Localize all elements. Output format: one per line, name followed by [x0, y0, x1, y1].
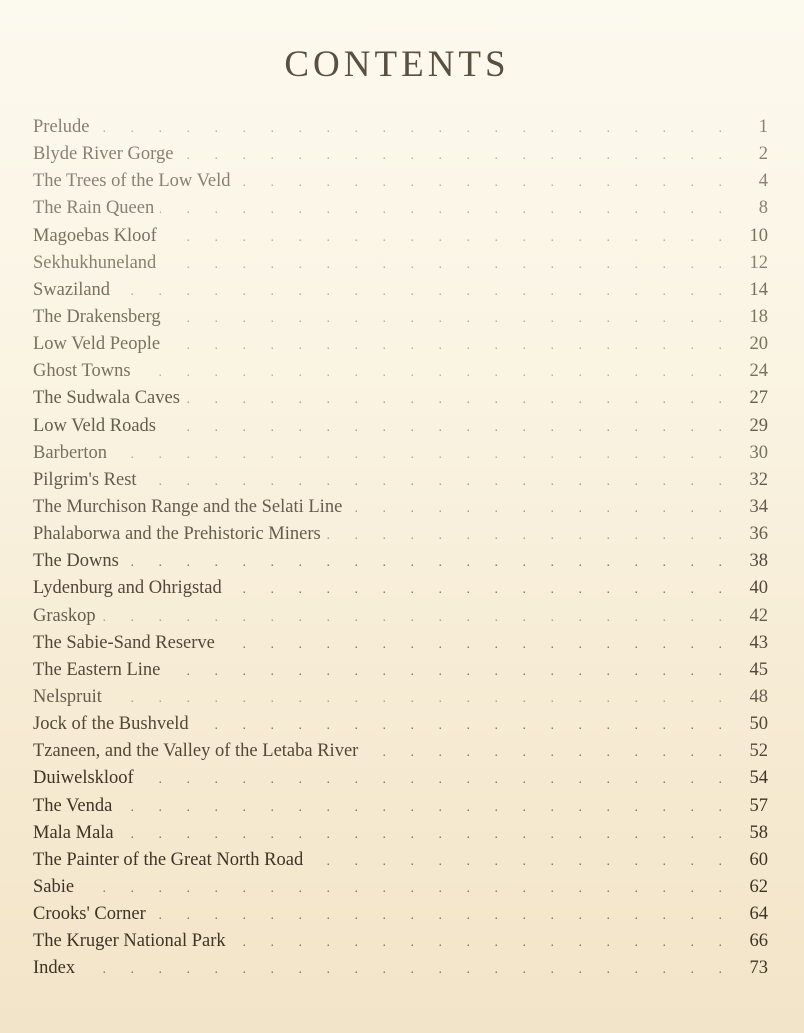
dot-leader [162, 251, 722, 278]
toc-page-number: 57 [749, 795, 768, 816]
dot-leader [102, 604, 722, 631]
dot-leader [166, 332, 722, 359]
toc-entry-sekhukhuneland[interactable] [33, 250, 768, 277]
dot-leader [364, 739, 722, 766]
toc-page-number: 30 [749, 442, 768, 463]
dot-leader [113, 441, 722, 468]
dot-leader [167, 305, 722, 332]
toc-entry-title: Mala Mala [33, 822, 114, 843]
toc-entry-title: Sekhukhuneland [33, 252, 157, 273]
toc-entry-title: The Rain Queen [33, 198, 155, 219]
toc-entry-lydenburg[interactable] [33, 575, 768, 602]
toc-entry-title: Phalaborwa and the Prehistoric Miners [33, 524, 321, 545]
toc-page-number: 43 [749, 632, 768, 653]
toc-entry-title: Nelspruit [33, 686, 102, 707]
toc-entry-title: The Eastern Line [33, 659, 161, 680]
toc-entry-trees-of-the-low-veld[interactable] [33, 168, 768, 195]
toc-page-number: 52 [749, 741, 768, 762]
toc-page-number: 40 [749, 578, 768, 599]
dot-leader [179, 142, 722, 169]
dot-leader [96, 115, 722, 142]
toc-page-number: 66 [749, 931, 768, 952]
toc-entry-title: Magoebas Kloof [33, 225, 157, 246]
toc-entry-title: The Kruger National Park [33, 931, 226, 952]
toc-entry-jock-of-the-bushveld[interactable] [33, 711, 768, 738]
toc-entry-title: Duiwelskloof [33, 768, 134, 789]
toc-entry-swaziland[interactable] [33, 277, 768, 304]
toc-page-number: 12 [749, 252, 768, 273]
toc-page-number: 50 [749, 714, 768, 735]
toc-page-number: 54 [749, 768, 768, 789]
toc-page-number: 10 [749, 225, 768, 246]
toc-page-number: 4 [758, 171, 768, 192]
toc-entry-title: The Sudwala Caves [33, 388, 180, 409]
toc-entry-tzaneen[interactable] [33, 738, 768, 765]
toc-entry-title: The Drakensberg [33, 306, 161, 327]
toc-entry-title: Crooks' Corner [33, 904, 146, 925]
toc-entry-title: Low Veld Roads [33, 415, 156, 436]
toc-entry-crooks-corner[interactable] [33, 901, 768, 928]
toc-entry-title: Low Veld People [33, 334, 161, 355]
page-title: CONTENTS [284, 43, 510, 85]
dot-leader [152, 902, 722, 929]
toc-entry-title: Blyde River Gorge [33, 144, 174, 165]
dot-leader [228, 576, 722, 603]
toc-entry-title: Sabie [33, 876, 75, 897]
toc-page-number: 45 [749, 659, 768, 680]
toc-entry-title: Ghost Towns [33, 361, 131, 382]
toc-page-number: 38 [749, 551, 768, 572]
dot-leader [137, 359, 722, 386]
toc-page-number: 42 [749, 605, 768, 626]
toc-entry-title: Jock of the Bushveld [33, 714, 189, 735]
toc-entry-title: The Sabie-Sand Reserve [33, 632, 215, 653]
toc-page-number: 36 [749, 524, 768, 545]
toc-page-number: 34 [749, 496, 768, 517]
toc-entry-blyde-river-gorge[interactable] [33, 141, 768, 168]
dot-leader [236, 169, 722, 196]
toc-page-number: 14 [749, 279, 768, 300]
toc-entry-eastern-line[interactable] [33, 657, 768, 684]
dot-leader [309, 848, 722, 875]
toc-page-number: 29 [749, 415, 768, 436]
toc-entry-rain-queen[interactable] [33, 195, 768, 222]
dot-leader [118, 794, 722, 821]
toc-entry-murchison-range[interactable] [33, 494, 768, 521]
toc-entry-sabie-sand-reserve[interactable] [33, 630, 768, 657]
dot-leader [163, 224, 722, 251]
toc-entry-title: Tzaneen, and the Valley of the Letaba River [33, 741, 359, 762]
toc-page-number: 24 [749, 361, 768, 382]
toc-page-number: 73 [749, 958, 768, 979]
table-of-contents [33, 114, 768, 983]
toc-entry-low-veld-roads[interactable] [33, 413, 768, 440]
toc-entry-sabie[interactable] [33, 874, 768, 901]
toc-page-number: 32 [749, 469, 768, 490]
toc-entry-nelspruit[interactable] [33, 684, 768, 711]
dot-leader [162, 414, 722, 441]
dot-leader [140, 766, 722, 793]
toc-page-number: 48 [749, 686, 768, 707]
dot-leader [186, 386, 722, 413]
dot-leader [232, 929, 722, 956]
toc-entry-duiwelskloof[interactable] [33, 765, 768, 792]
dot-leader [166, 658, 722, 685]
dot-leader [80, 875, 722, 902]
toc-entry-ghost-towns[interactable] [33, 358, 768, 385]
toc-entry-the-downs[interactable] [33, 548, 768, 575]
toc-entry-title: The Trees of the Low Veld [33, 171, 231, 192]
toc-page-number: 1 [758, 117, 768, 137]
toc-entry-graskop[interactable] [33, 603, 768, 630]
dot-leader [160, 196, 722, 223]
toc-page-number: 18 [749, 306, 768, 327]
toc-entry-mala-mala[interactable] [33, 820, 768, 847]
dot-leader [143, 468, 722, 495]
toc-entry-title: Index [33, 958, 76, 979]
dot-leader [120, 821, 722, 848]
toc-entry-title: The Painter of the Great North Road [33, 849, 304, 870]
dot-leader [125, 549, 722, 576]
toc-page-number: 20 [749, 334, 768, 355]
dot-leader [108, 685, 722, 712]
toc-page-number: 64 [749, 904, 768, 925]
toc-entry-title: Lydenburg and Ohrigstad [33, 578, 222, 599]
toc-entry-title: Barberton [33, 442, 107, 463]
toc-entry-prelude[interactable] [33, 114, 768, 141]
toc-entry-title: The Venda [33, 795, 113, 816]
toc-entry-title: Pilgrim's Rest [33, 469, 137, 490]
dot-leader [81, 956, 722, 983]
dot-leader [116, 278, 722, 305]
toc-entry-title: The Downs [33, 551, 119, 572]
toc-entry-phalaborwa[interactable] [33, 521, 768, 548]
toc-entry-title: Swaziland [33, 279, 111, 300]
toc-entry-painter-great-north-road[interactable] [33, 847, 768, 874]
toc-entry-index[interactable] [33, 955, 768, 982]
toc-entry-sudwala-caves[interactable] [33, 385, 768, 412]
toc-entry-pilgrims-rest[interactable] [33, 467, 768, 494]
toc-page-number: 60 [749, 849, 768, 870]
dot-leader [195, 712, 722, 739]
toc-entry-drakensberg[interactable] [33, 304, 768, 331]
toc-page-number: 27 [749, 388, 768, 409]
toc-page-number: 58 [749, 822, 768, 843]
toc-entry-kruger-national-park[interactable] [33, 928, 768, 955]
toc-entry-low-veld-people[interactable] [33, 331, 768, 358]
dot-leader [221, 631, 722, 658]
toc-page-number: 8 [758, 198, 768, 219]
toc-entry-the-venda[interactable] [33, 793, 768, 820]
toc-entry-magoebas-kloof[interactable] [33, 223, 768, 250]
toc-entry-barberton[interactable] [33, 440, 768, 467]
dot-leader [327, 522, 722, 549]
dot-leader [348, 495, 722, 522]
toc-page-number: 62 [749, 876, 768, 897]
toc-entry-title: Graskop [33, 605, 96, 626]
toc-entry-title: The Murchison Range and the Selati Line [33, 496, 343, 517]
toc-page-number: 2 [758, 144, 768, 165]
toc-entry-title: Prelude [33, 117, 90, 137]
